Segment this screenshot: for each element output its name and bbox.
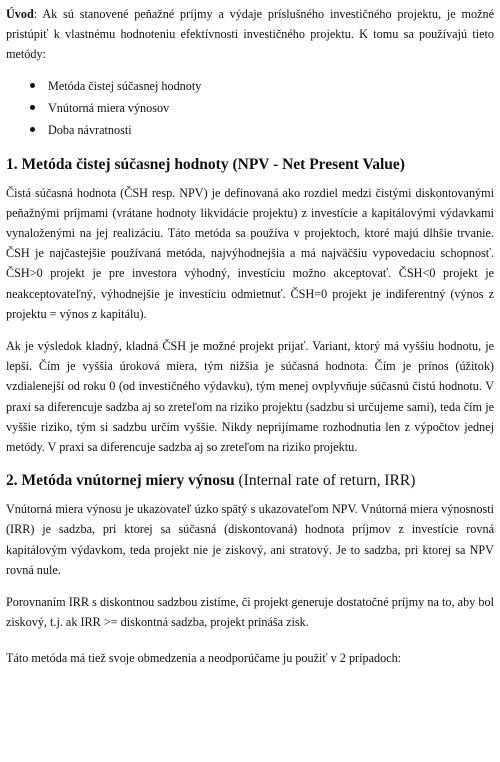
intro-paragraph bbox=[6, 4, 494, 65]
methods-list bbox=[6, 75, 494, 141]
list-item bbox=[30, 119, 494, 141]
list-item bbox=[30, 97, 494, 119]
intro-label: Úvod bbox=[6, 7, 34, 21]
section1-paragraph-1: Čistá súčasná hodnota (ČSH resp. NPV) je definovaná ako rozdiel medzi čistými diskontovanými peňažnými príjmami (vrátane hodnoty likvidácie projektu) z investície a kapitálovými výdavkami vynaloženými na jej realizáciu. Táto metóda sa používa v projektoch, ktoré majú dlhšie trvanie. ČSH je najčastejšie používaná metóda, najvýhodnejšia a má najväčšiu vypovedaciu schopnosť. ČSH>0 projekt je pre investora výhodný, investíciu možno akceptovať. ČSH<0 projekt je neakceptovateľný, výhodnejšie je investíciu odmietnuť. ČSH=0 projekt je indiferentný (výnos z projektu = výnos z kapitálu). bbox=[6, 185, 494, 321]
section1-heading: 1. Metóda čistej súčasnej hodnoty (NPV - Net Present Value) bbox=[6, 155, 405, 173]
section2-heading-bold: 2. Metóda vnútornej miery výnosu bbox=[6, 472, 235, 490]
intro-text: : Ak sú stanovené peňažné príjmy a výdaje príslušného investičného projektu, je možné pristúpiť k vlastnému hodnoteniu efektívnosti investičného projektu. K tomu sa používajú tieto metódy: bbox=[6, 7, 494, 62]
bullet-icon bbox=[30, 83, 35, 88]
section2-heading bbox=[6, 471, 494, 491]
bullet-icon bbox=[30, 127, 35, 132]
list-item bbox=[30, 75, 494, 97]
section2-paragraph-1: Vnútorná miera výnosu je ukazovateľ úzko spätý s ukazovateľom NPV. Vnútorná miera výnosnosti (IRR) je sadzba, pri ktorej sa súčasná (diskontovaná) hodnota príjmov z investície rovná kapitálovým výdavkom, teda projekt nie je ziskový, ani stratový. Je to sadzba, pri ktorej sa NPV rovná nule. bbox=[6, 502, 494, 577]
list-item-label: Doba návratnosti bbox=[48, 122, 132, 137]
section1-paragraph-2: Ak je výsledok kladný, kladná ČSH je možné projekt prijať. Variant, ktorý má vyššiu hodnotu, je lepší. Čím je vyššia úroková miera, tým nižšia je súčasná hodnota. Čím je prínos (úžitok) vzdialenejší od roku 0 (od investičného výdavku), tým menej ovplyvňuje súčasnú čistú hodnotu. V praxi sa diferencuje sadzba aj so zreteľom na riziko projektu (sadzbu si určujeme sami), teda čím je vyššie riziko, tým si sadzbu určím vyššie. Nikdy neprijímame rozhodnutia len z výpočtov jednej metódy. V praxi sa diferencuje sadzba aj so zreteľom na riziko projektu. bbox=[6, 339, 494, 455]
section2-paragraph-3: Táto metóda má tiež svoje obmedzenia a neodporúčame ju použiť v 2 prípadoch: bbox=[6, 651, 402, 666]
section2-paragraph-2: Porovnaním IRR s diskontnou sadzbou zistíme, či projekt generuje dostatočné príjmy na to, aby bol ziskový, t.j. ak IRR >= diskontná sadzba, projekt prináša zisk. bbox=[6, 595, 494, 630]
section2-heading-plain: (Internal rate of return, IRR) bbox=[234, 472, 416, 490]
list-item-label: Metóda čistej súčasnej hodnoty bbox=[48, 78, 202, 93]
bullet-icon bbox=[30, 105, 35, 110]
list-item-label: Vnútorná miera výnosov bbox=[48, 100, 170, 115]
